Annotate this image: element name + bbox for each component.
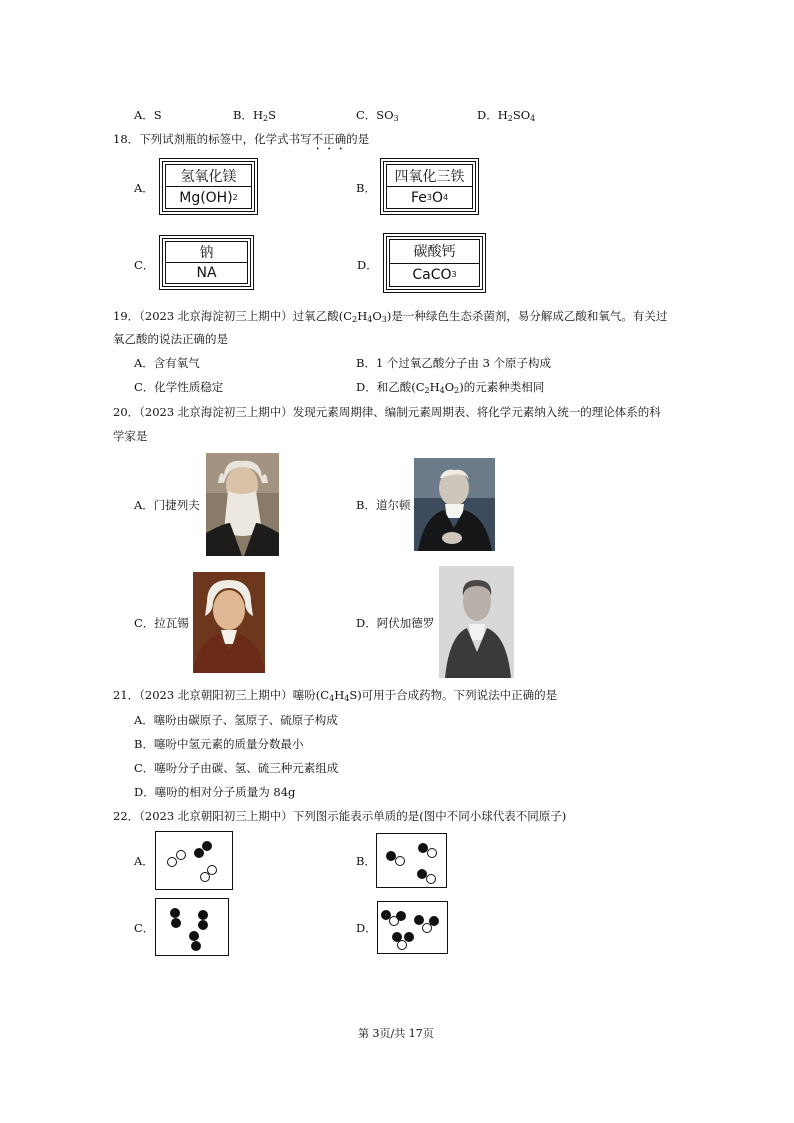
portrait-mendeleev-image [206, 453, 279, 556]
reagent-label-c [159, 235, 254, 290]
reagent-label-a [159, 158, 258, 215]
label-d-formula: CaCO 3 [412, 266, 457, 283]
label-b-formula: Fe 3 O 4 [410, 189, 449, 206]
portrait-dalton-image [414, 458, 495, 551]
q17-option-c: C．$SO_3$ [356, 108, 399, 123]
q18-option-b-letter: B． [356, 181, 376, 195]
q19-option-a: A．含有氧气 [134, 356, 200, 370]
q22-option-b-letter: B． [356, 854, 376, 868]
q19-stem-line1: 19．（2023 北京海淀初三上期中）过氧乙酸$(C_2H_4O_3)$是一种绿色生态杀菌剂，易分解成乙酸和氧气。有关过 [113, 309, 668, 324]
q22-stem: 22．（2023 北京朝阳初三上期中）下列图示能表示单质的是(图中不同小球代表不同原子) [113, 809, 567, 823]
q22-option-d-letter: D． [356, 921, 377, 935]
q18-option-c-letter: C． [134, 258, 155, 272]
label-b-name: 四氧化三铁 [387, 165, 472, 187]
q21-stem: 21．（2023 北京朝阳初三上期中）噻吩$(C_4H_4S)$可用于合成药物。下列说法中正确的是 [113, 688, 558, 703]
label-a-name: 氢氧化镁 [166, 165, 251, 187]
q21-option-c: C．噻吩分子由碳、氢、硫三种元素组成 [134, 761, 339, 775]
portrait-avogadro-image [439, 566, 514, 678]
particle-diagram-b [376, 833, 447, 888]
particle-diagram-d [377, 901, 448, 954]
q21-option-b: B．噻吩中氢元素的质量分数最小 [134, 737, 304, 751]
label-d-name: 碳酸钙 [390, 240, 479, 264]
q22-option-c-letter: C． [134, 921, 155, 935]
particle-diagram-a [155, 831, 233, 890]
page-number: 第 3页/共 17页 [358, 1027, 434, 1040]
q18-option-a-letter: A． [134, 181, 154, 195]
label-c-name: 钠 [166, 242, 247, 263]
q19-option-d: D．和乙酸$(C_2H_4O_2)$的元素种类相同 [356, 380, 545, 395]
q20-option-d: D．阿伏加德罗 [356, 616, 435, 630]
q20-option-b: B．道尔顿 [356, 498, 411, 512]
q17-option-b: B．$H_2S$ [233, 108, 276, 123]
q20-option-a: A．门捷列夫 [134, 498, 200, 512]
q20-stem-line1: 20．（2023 北京海淀初三上期中）发现元素周期律、编制元素周期表、将化学元素纳入统一的理论体系的科 [113, 405, 661, 419]
particle-diagram-c [155, 898, 229, 956]
q20-stem-line2: 学家是 [113, 429, 148, 443]
reagent-label-b [380, 158, 479, 215]
q17-option-d: D．$H_2SO_4$ [477, 108, 536, 123]
label-c-formula: NA [196, 265, 217, 281]
q18-option-d-letter: D． [357, 258, 378, 272]
q21-option-a: A．噻吩由碳原子、氢原子、硫原子构成 [134, 713, 338, 727]
portrait-lavoisier-image [193, 572, 265, 673]
q19-option-b: B．1 个过氧乙酸分子由 3 个原子构成 [356, 356, 552, 370]
reagent-label-d [383, 233, 486, 293]
label-a-formula: Mg(OH) 2 [179, 189, 238, 206]
q22-option-a-letter: A． [134, 854, 154, 868]
q20-option-c: C．拉瓦锡 [134, 616, 189, 630]
q21-option-d: D．噻吩的相对分子质量为 84g [134, 785, 296, 799]
q19-option-c: C．化学性质稳定 [134, 380, 224, 394]
q19-stem-line2: 氧乙酸的说法正确的是 [113, 332, 228, 346]
q18-stem: 18．下列试剂瓶的标签中，化学式书写不正确的是 [113, 132, 370, 146]
q17-option-a: A．S [134, 108, 162, 122]
